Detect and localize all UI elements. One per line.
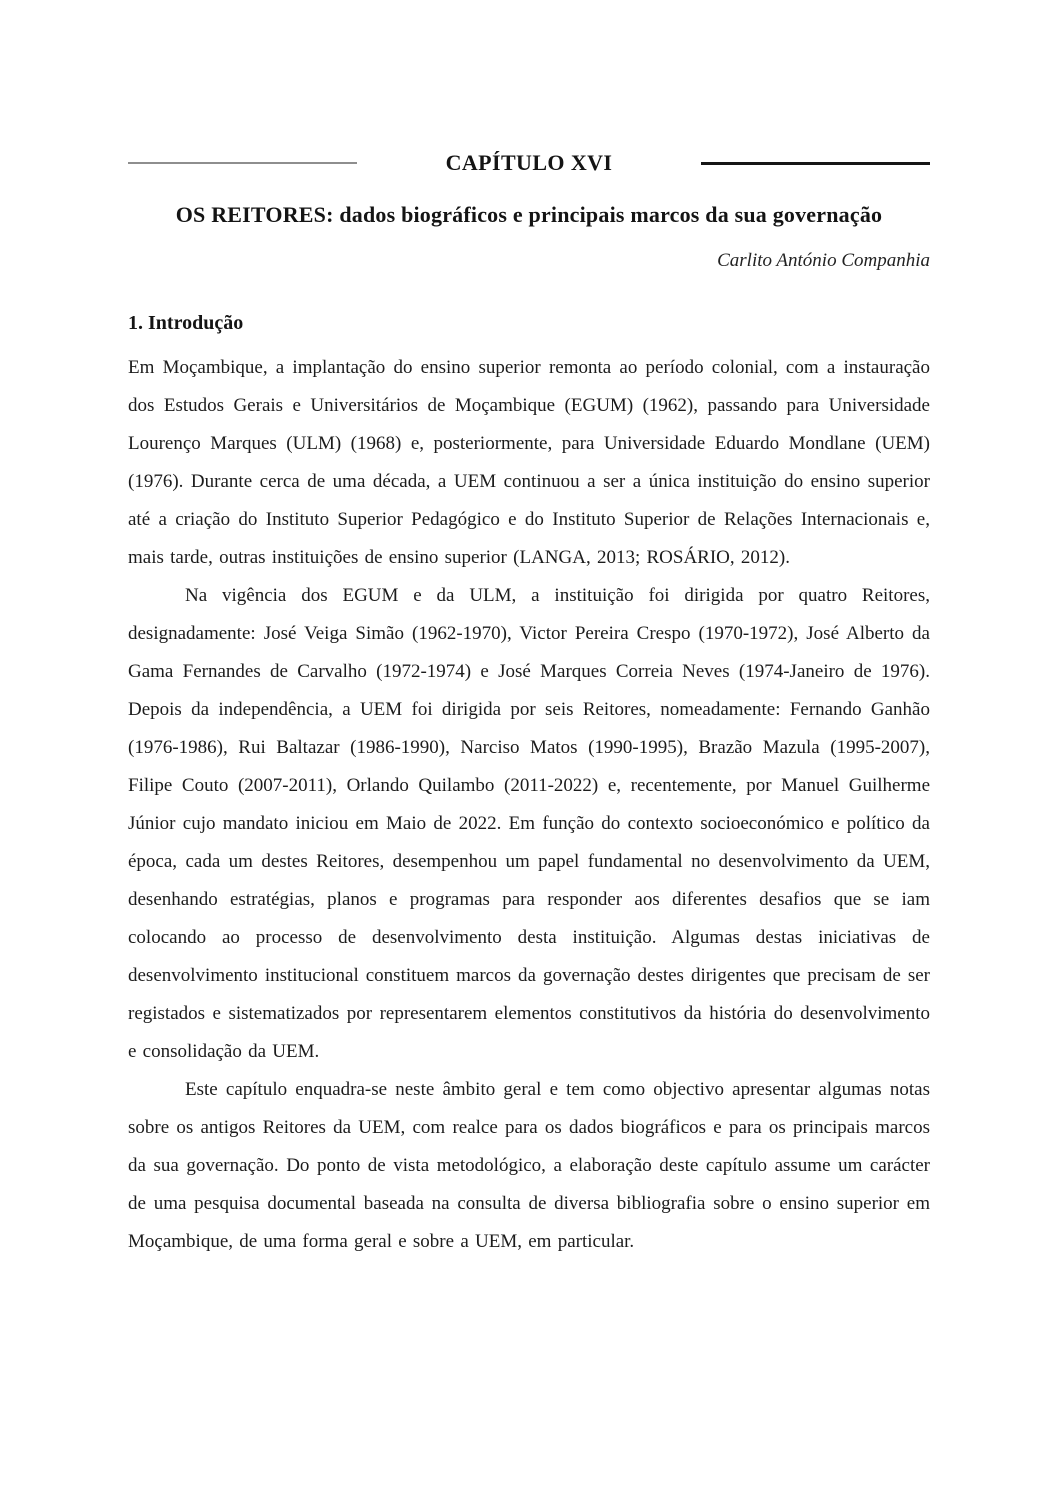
chapter-label: CAPÍTULO XVI [445, 150, 613, 175]
paragraph-2: Na vigência dos EGUM e da ULM, a instituição foi dirigida por quatro Reitores, designadamente: José Veiga Simão (1962-1970), Victor Pereira Crespo (1970-1972), José Alberto da Gama Fernandes de Carvalho (1972-1974) e José Marques Correia Neves (1974-Janeiro de 1976). Depois da independência, a UEM foi dirigida por seis Reitores, nomeadamente: Fernando Ganhão (1976-1986), Rui Baltazar (1986-1990), Narciso Matos (1990-1995), Brazão Mazula (1995-2007), Filipe Couto (2007-2011), Orlando Quilambo (2011-2022) e, recentemente, por Manuel Guilherme Júnior cujo mandato iniciou em Maio de 2022. Em função do contexto socioeconómico e político da época, cada um destes Reitores, desempenhou um papel fundamental no desenvolvimento da UEM, desenhando estratégias, planos e programas para responder aos diferentes desafios que se iam colocando ao processo de desenvolvimento desta instituição. Algumas destas iniciativas de desenvolvimento institucional constituem marcos da governação destes dirigentes que precisam de ser registados e sistematizados por representarem elementos constitutivos da história do desenvolvimento e consolidação da UEM. [128, 585, 930, 1062]
paragraph-1: Em Moçambique, a implantação do ensino superior remonta ao período colonial, com a instauração dos Estudos Gerais e Universitários de Moçambique (EGUM) (1962), passando para Universidade Lourenço Marques (ULM) (1968) e, posteriormente, para Universidade Eduardo Mondlane (UEM) (1976). Durante cerca de uma década, a UEM continuou a ser a única instituição do ensino superior até a criação do Instituto Superior Pedagógico e do Instituto Superior de Relações Internacionais e, mais tarde, outras instituições de ensino superior (LANGA, 2013; ROSÁRIO, 2012). [128, 357, 930, 568]
section-heading-introducao: 1. Introdução [128, 312, 244, 334]
chapter-rule-right [701, 162, 930, 165]
author-byline: Carlito António Companhia [717, 250, 930, 271]
chapter-rule-left [128, 162, 357, 164]
chapter-header [128, 148, 930, 178]
body-text [128, 349, 930, 1261]
page-title: OS REITORES: dados biográficos e principais marcos da sua governação [175, 202, 883, 227]
paragraph-3: Este capítulo enquadra-se neste âmbito geral e tem como objectivo apresentar algumas notas sobre os antigos Reitores da UEM, com realce para os dados biográficos e para os principais marcos da sua governação. Do ponto de vista metodológico, a elaboração deste capítulo assume um carácter de uma pesquisa documental baseada na consulta de diversa bibliografia sobre o ensino superior em Moçambique, de uma forma geral e sobre a UEM, em particular. [128, 1079, 930, 1252]
